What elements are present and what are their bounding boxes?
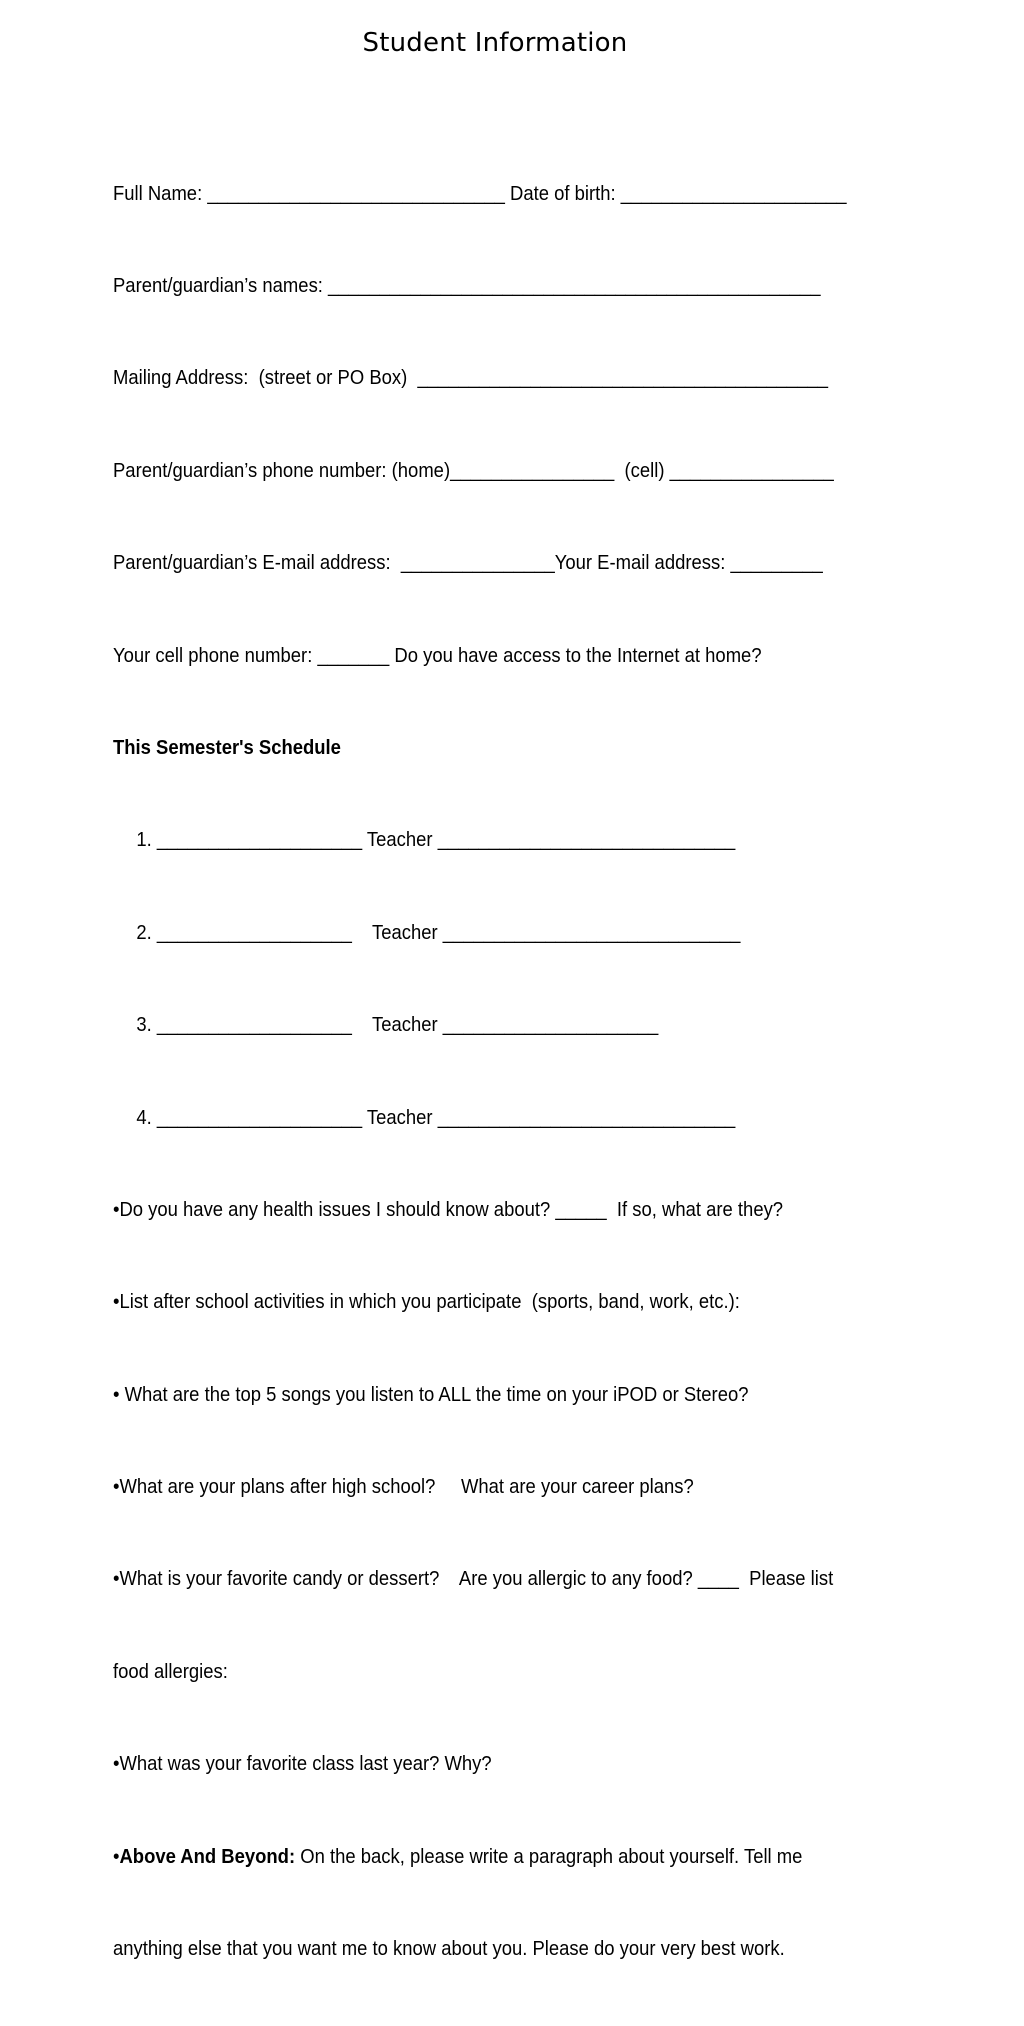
favorite-class-question: •What was your favorite class last year? Why? [113,1752,492,1776]
plans-question: •What are your plans after high school? What are your career plans? [113,1475,694,1499]
schedule-item-1: 1. ____________________ Teacher _____________________________ [136,828,736,852]
parent-email-line: Parent/guardian’s E-mail address: _______________Your E-mail address: _________ [113,551,823,575]
full-name-line: Full Name: _____________________________ Date of birth: ______________________ [113,181,847,205]
above-beyond-label: Above And Beyond: [119,1844,296,1868]
mailing-address-line: Mailing Address: (street or PO Box) ________________________________________ [113,366,828,390]
candy-question: •What is your favorite candy or dessert? Are you allergic to any food? ____ Please list [113,1567,834,1591]
page-title: Student Information [362,28,628,58]
health-question: •Do you have any health issues I should know about? _____ If so, what are they? [113,1197,784,1221]
above-beyond-text: On the back, please write a paragraph about yourself. Tell me [295,1844,803,1868]
candy-question-continued: food allergies: [113,1659,228,1683]
schedule-item-4: 4. ____________________ Teacher _____________________________ [136,1105,736,1129]
form-body [113,117,878,2026]
schedule-item-2: 2. ___________________ Teacher _____________________________ [136,920,741,944]
above-beyond-bullet: • [113,1844,120,1868]
above-beyond-line [113,1842,878,1873]
songs-question: • What are the top 5 songs you listen to ALL the time on your iPOD or Stereo? [113,1382,749,1406]
parent-phone-line: Parent/guardian’s phone number: (home)________________ (cell) ________________ [113,458,834,482]
schedule-item-3: 3. ___________________ Teacher _____________________ [136,1013,659,1037]
activities-question: •List after school activities in which you participate (sports, band, work, etc.): [113,1290,740,1314]
cell-internet-line: Your cell phone number: _______ Do you have access to the Internet at home? [113,643,762,667]
parent-names-line: Parent/guardian’s names: ________________________________________________ [113,273,821,297]
schedule-heading: This Semester's Schedule [113,735,341,759]
above-beyond-line-continued: anything else that you want me to know about you. Please do your very best work. [113,1937,785,1961]
